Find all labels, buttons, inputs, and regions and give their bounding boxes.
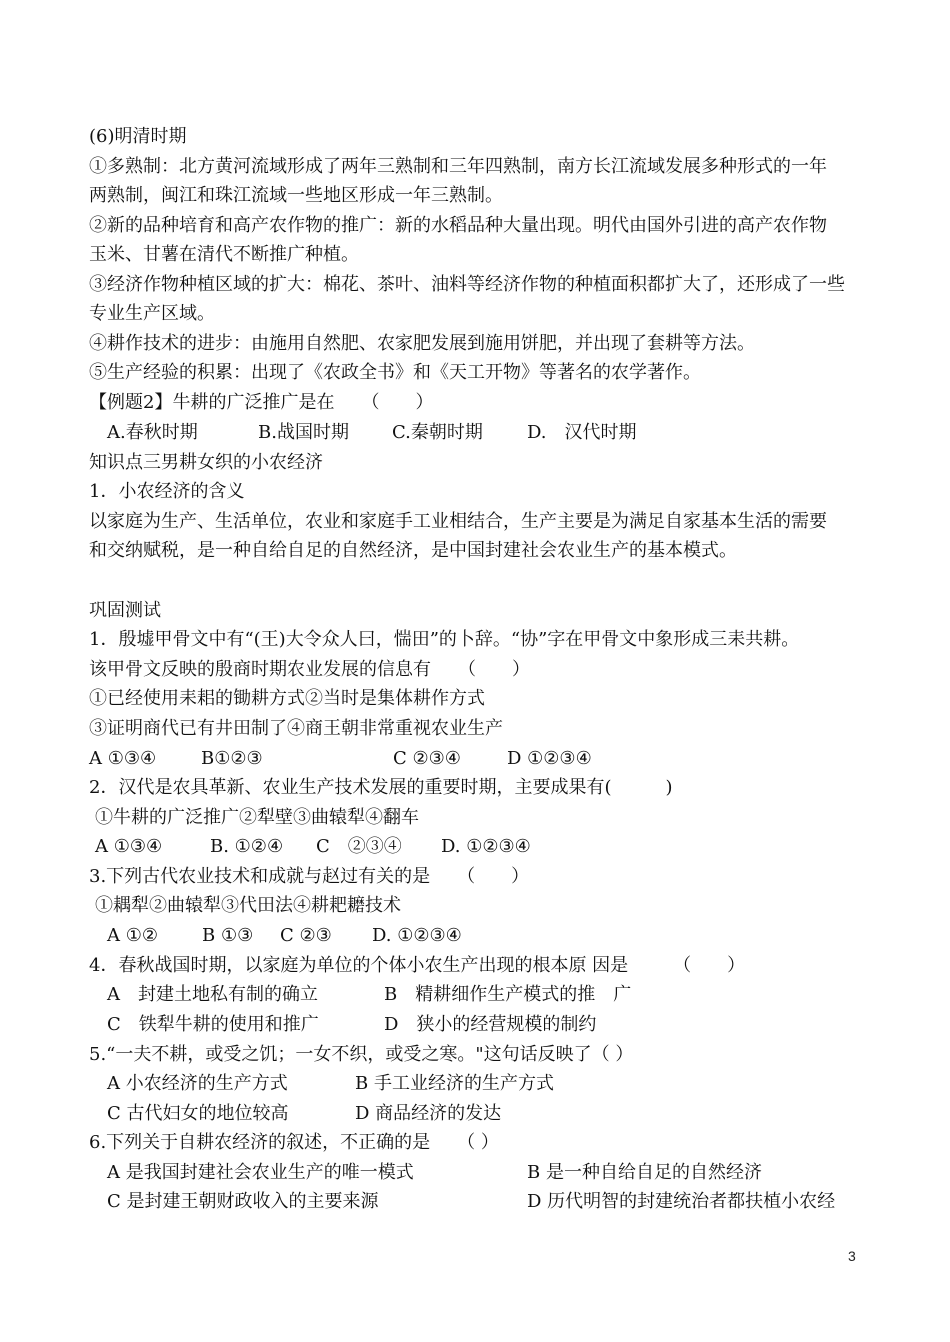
- q6-stem: 6.下列关于自耕农经济的叙述，不正确的是 （ ）: [89, 1132, 499, 1153]
- q5-option-a: A 小农经济的生产方式: [107, 1073, 288, 1094]
- point-multicrop-2: 两熟制，闽江和珠江流域一些地区形成一年三熟制。: [89, 185, 503, 206]
- point-varieties-2: 玉米、甘薯在清代不断推广种植。: [89, 244, 359, 265]
- q1-stem-1: 1．殷墟甲骨文中有“(王)大令众人曰，惴田”的卜辞。“协”字在甲骨文中象形成三耒共耕。: [89, 629, 800, 650]
- point-varieties-1: ②新的品种培育和高产农作物的推广：新的水稻品种大量出现。明代由国外引进的高产农作物: [89, 215, 827, 236]
- q5-stem: 5.“一夫不耕，或受之饥；一女不织，或受之寒。"这句话反映了（ ）: [89, 1044, 634, 1065]
- q6-option-d: D 历代明智的封建统治者都扶植小农经: [527, 1191, 836, 1212]
- point-experience: ⑤生产经验的积累：出现了《农政全书》和《天工开物》等著名的农学著作。: [89, 362, 701, 383]
- knowledge3-subtitle: 1．小农经济的含义: [89, 481, 245, 502]
- q2-option-a: A ①③④: [95, 836, 163, 857]
- q2-stem: 2．汉代是农具革新、农业生产技术发展的重要时期，主要成果有( ): [89, 777, 673, 798]
- example2-option-a: A.春秋时期: [107, 422, 198, 443]
- example2-stem: 【例题2】牛耕的广泛推广是在 （ ）: [89, 392, 434, 413]
- q1-items-2: ③证明商代已有井田制了④商王朝非常重视农业生产: [89, 718, 503, 739]
- q2-option-c: C ②③④: [316, 836, 402, 857]
- q3-items: ①耦犁②曲辕犁③代田法④耕耙耱技术: [95, 895, 401, 916]
- q2-option-d: D. ①②③④: [441, 836, 531, 857]
- q2-option-b: B. ①②④: [210, 836, 284, 857]
- q1-option-a: A ①③④: [89, 748, 157, 769]
- q6-option-c: C 是封建王朝财政收入的主要来源: [107, 1191, 379, 1212]
- test-title: 巩固测试: [89, 600, 161, 621]
- q4-option-a: A 封建土地私有制的确立: [107, 984, 318, 1005]
- knowledge3-definition-2: 和交纳赋税，是一种自给自足的自然经济，是中国封建社会农业生产的基本模式。: [89, 540, 737, 561]
- example2-option-b: B.战国时期: [258, 422, 349, 443]
- point-multicrop-1: ①多熟制：北方黄河流域形成了两年三熟制和三年四熟制，南方长江流域发展多种形式的一年: [89, 156, 827, 177]
- knowledge3-title: 知识点三男耕女织的小农经济: [89, 452, 323, 473]
- q1-option-c: C ②③④: [393, 748, 461, 769]
- point-cash-crops-1: ③经济作物种植区域的扩大：棉花、茶叶、油料等经济作物的种植面积都扩大了，还形成了一些: [89, 274, 845, 295]
- q6-option-a: A 是我国封建社会农业生产的唯一模式: [107, 1162, 414, 1183]
- q3-option-d: D. ①②③④: [372, 925, 462, 946]
- q3-option-b: B ①③: [202, 925, 254, 946]
- q1-stem-2: 该甲骨文反映的殷商时期农业发展的信息有 （ ）: [89, 659, 530, 680]
- q2-items: ①牛耕的广泛推广②犁壁③曲辕犁④翻车: [95, 807, 419, 828]
- q5-option-b: B 手工业经济的生产方式: [355, 1073, 554, 1094]
- q1-option-d: D ①②③④: [507, 748, 592, 769]
- q5-option-c: C 古代妇女的地位较高: [107, 1103, 289, 1124]
- page-number: 3: [848, 1248, 856, 1264]
- q1-items-1: ①已经使用耒耜的锄耕方式②当时是集体耕作方式: [89, 688, 485, 709]
- point-techniques: ④耕作技术的进步：由施用自然肥、农家肥发展到施用饼肥，并出现了套耕等方法。: [89, 333, 755, 354]
- q4-option-d: D 狭小的经营规模的制约: [384, 1014, 597, 1035]
- q3-option-a: A ①②: [107, 925, 158, 946]
- q4-option-c: C 铁犁牛耕的使用和推广: [107, 1014, 319, 1035]
- point-cash-crops-2: 专业生产区域。: [89, 303, 215, 324]
- q4-option-b: B 精耕细作生产模式的推 广: [384, 984, 632, 1005]
- q3-stem: 3.下列古代农业技术和成就与赵过有关的是 （ ）: [89, 866, 530, 887]
- example2-option-d: D. 汉代时期: [527, 422, 637, 443]
- q3-option-c: C ②③: [280, 925, 332, 946]
- example2-option-c: C.秦朝时期: [392, 422, 483, 443]
- section-title: (6)明清时期: [89, 126, 187, 147]
- q5-option-d: D 商品经济的发达: [355, 1103, 502, 1124]
- q4-stem: 4．春秋战国时期，以家庭为单位的个体小农生产出现的根本原 因是 （ ）: [89, 955, 746, 976]
- q1-option-b: B①②③: [201, 748, 263, 769]
- q6-option-b: B 是一种自给自足的自然经济: [527, 1162, 762, 1183]
- knowledge3-definition-1: 以家庭为生产、生活单位，农业和家庭手工业相结合，生产主要是为满足自家基本生活的需要: [89, 511, 827, 532]
